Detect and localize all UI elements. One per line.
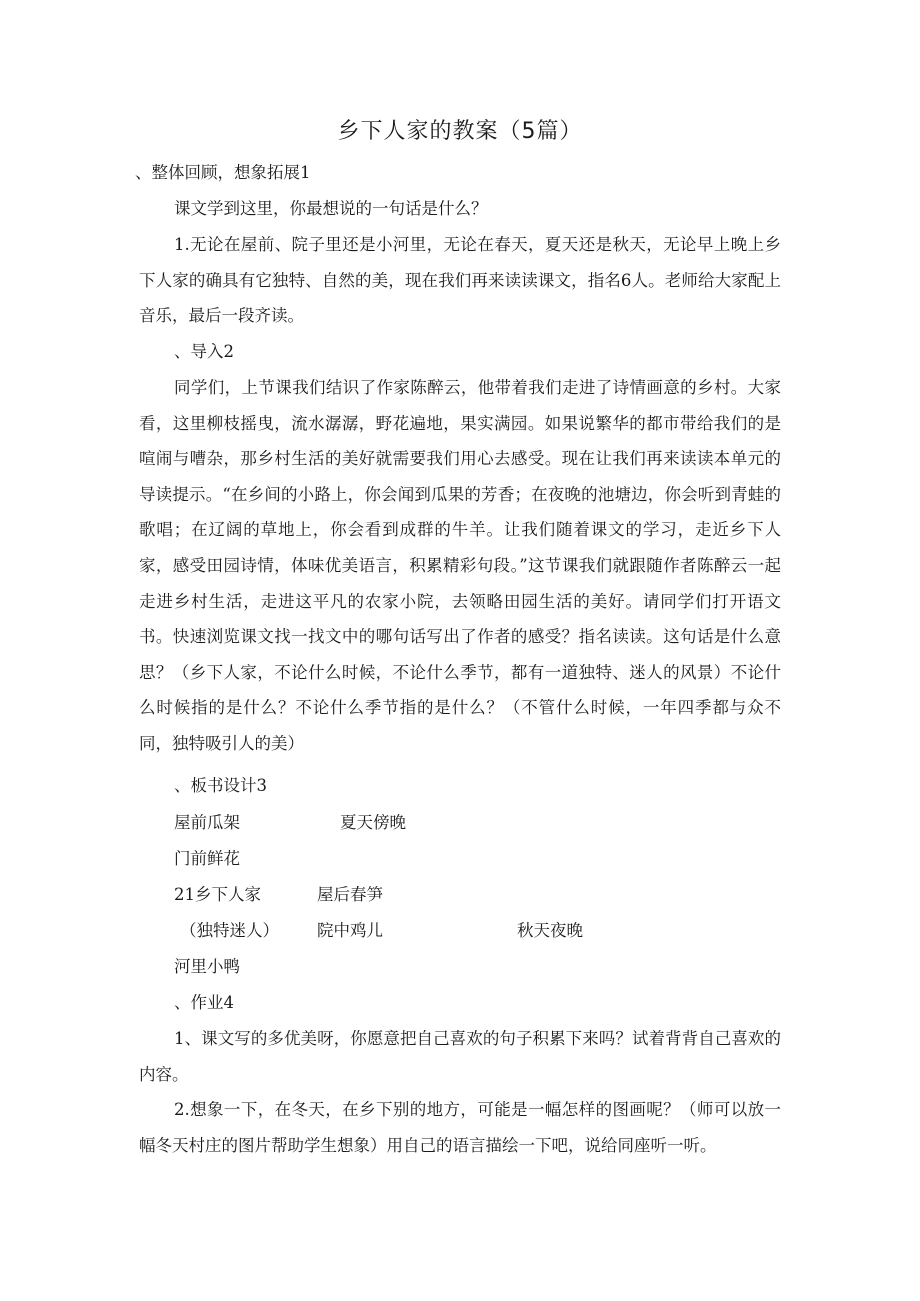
- section-heading-homework: 、作业4: [174, 993, 234, 1012]
- board-item: 秋天夜晚: [517, 921, 583, 940]
- section-heading-intro: 、导入2: [174, 342, 234, 361]
- board-item: 21乡下人家: [174, 885, 261, 904]
- intro-paragraph: 同学们，上节课我们结识了作家陈醉云，他带着我们走进了诗情画意的乡村。大家看，这里柳枝摇曳，流水潺潺，野花遍地，果实满园。如果说繁华的都市带给我们的是喧闹与嘈杂，那乡村生活的美好就需要我们用心去感受。现在让我们再来读读本单元的导读提示。“在乡间的小路上，你会闻到瓜果的芳香；在夜晚的池塘边，你会听到青蛙的歌唱；在辽阔的草地上，你会看到成群的牛羊。让我们随着课文的学习，走近乡下人家，感受田园诗情，体味优美语言，积累精彩句段。”这节课我们就跟随作者陈醉云一起走进乡村生活，走进这平凡的农家小院，去领略田园生活的美好。请同学们打开语文书。快速浏览课文找一找文中的哪句话写出了作者的感受？指名读读。这句话是什么意思？（乡下人家，不论什么时候，不论什么季节，都有一道独特、迷人的风景）不论什么时候指的是什么？不论什么季节指的是什么？（不管什么时候，一年四季都与众不同，独特吸引人的美）: [139, 378, 781, 753]
- board-item: 夏天傍晚: [340, 813, 406, 832]
- board-item: （独特迷人）: [180, 921, 279, 940]
- board-item: 门前鲜花: [174, 849, 240, 868]
- page-title: 乡下人家的教案（5篇）: [337, 119, 583, 144]
- board-item: 屋后春笋: [317, 885, 383, 904]
- board-item: 院中鸡儿: [317, 921, 383, 940]
- review-question: 课文学到这里，你最想说的一句话是什么？: [174, 199, 488, 218]
- section-heading-review: 、整体回顾，想象拓展1: [135, 163, 311, 182]
- homework-item: 1、课文写的多优美呀，你愿意把自己喜欢的句子积累下来吗？试着背背自己喜欢的内容。: [139, 1029, 781, 1084]
- board-item: 河里小鸭: [174, 957, 240, 976]
- review-paragraph: 1.无论在屋前、院子里还是小河里，无论在春天，夏天还是秋天，无论早上晚上乡下人家的确具有它独特、自然的美，现在我们再来读读课文，指名6人。老师给大家配上音乐，最后一段齐读。: [139, 235, 781, 326]
- section-heading-board: 、板书设计3: [174, 776, 267, 795]
- homework-item: 2.想象一下，在冬天，在乡下别的地方，可能是一幅怎样的图画呢？（师可以放一幅冬天村庄的图片帮助学生想象）用自己的语言描绘一下吧，说给同座听一听。: [139, 1100, 781, 1155]
- board-item: 屋前瓜架: [174, 813, 240, 832]
